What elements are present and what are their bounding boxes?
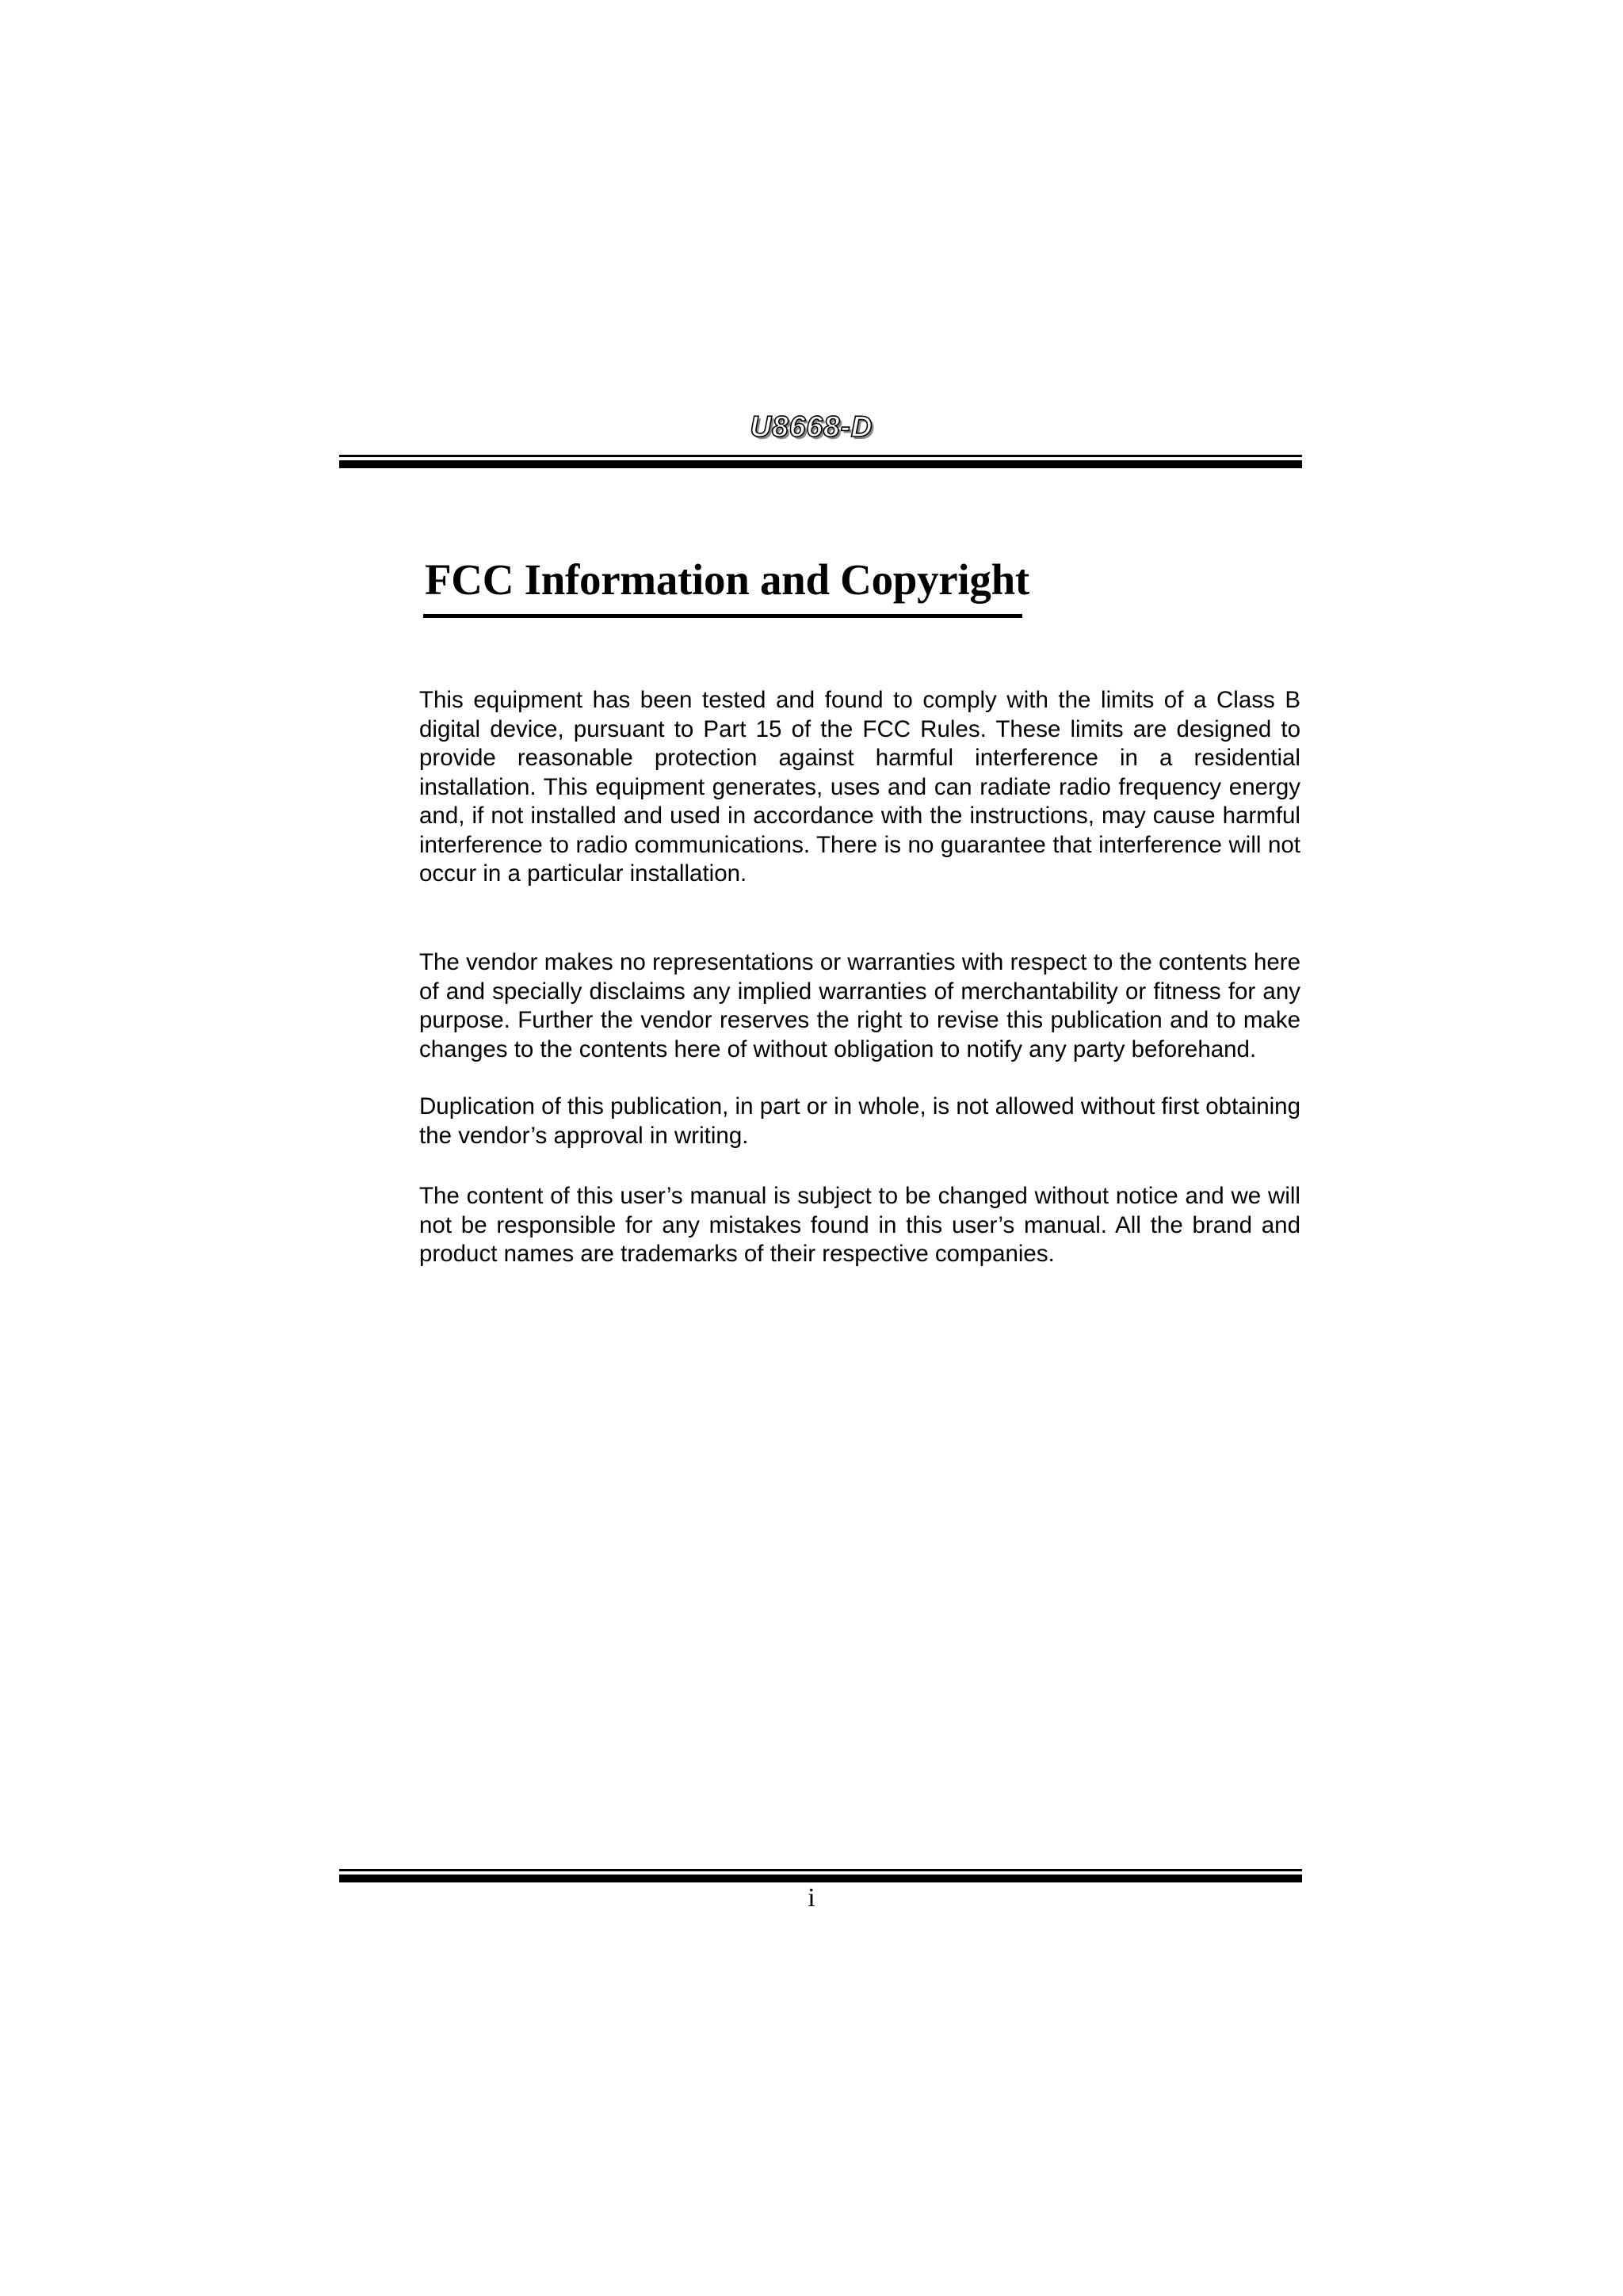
fcc-compliance-paragraph: This equipment has been tested and found to comply with the limits of a Class B digital device, pursuant to Part 15 of the FCC Rules. These limits are designed to provide reasonable protection against harmful interference in a residential installation. This equipment generates, uses and can radiate radio frequency energy and, if not installed and used in accordance with the instructions, may cause harmful interference to radio communications. There is no guarantee that interference will not occur in a particular installation. [419,687,1300,887]
title-underline [423,614,1022,618]
page-title: FCC Information and Copyright [425,555,1029,604]
duplication-paragraph: Duplication of this publication, in part or in whole, is not allowed without first obtaining the vendor’s approval in writing. [419,1093,1300,1149]
footer-rule-thin [339,1869,1302,1871]
trademark-paragraph: The content of this user’s manual is subject to be changed without notice and we will not be responsible for any mistakes found in this user’s manual. All the brand and product names are trademarks of their respective companies. [419,1183,1300,1267]
header-model-label: U8668-D [750,410,873,443]
footer-rule-thick [339,1875,1302,1882]
warranty-disclaimer-paragraph: The vendor makes no representations or warranties with respect to the contents here of and specially disclaims any implied warranties of merchantability or fitness for any purpose. Further the vendor reserves the right to revise this publication and to make changes to the contents here of without obligation to notify any party beforehand. [419,949,1300,1062]
footer-page-number: i [808,1883,815,1913]
header-rule-thin [339,455,1302,457]
header-rule-thick [339,460,1302,468]
